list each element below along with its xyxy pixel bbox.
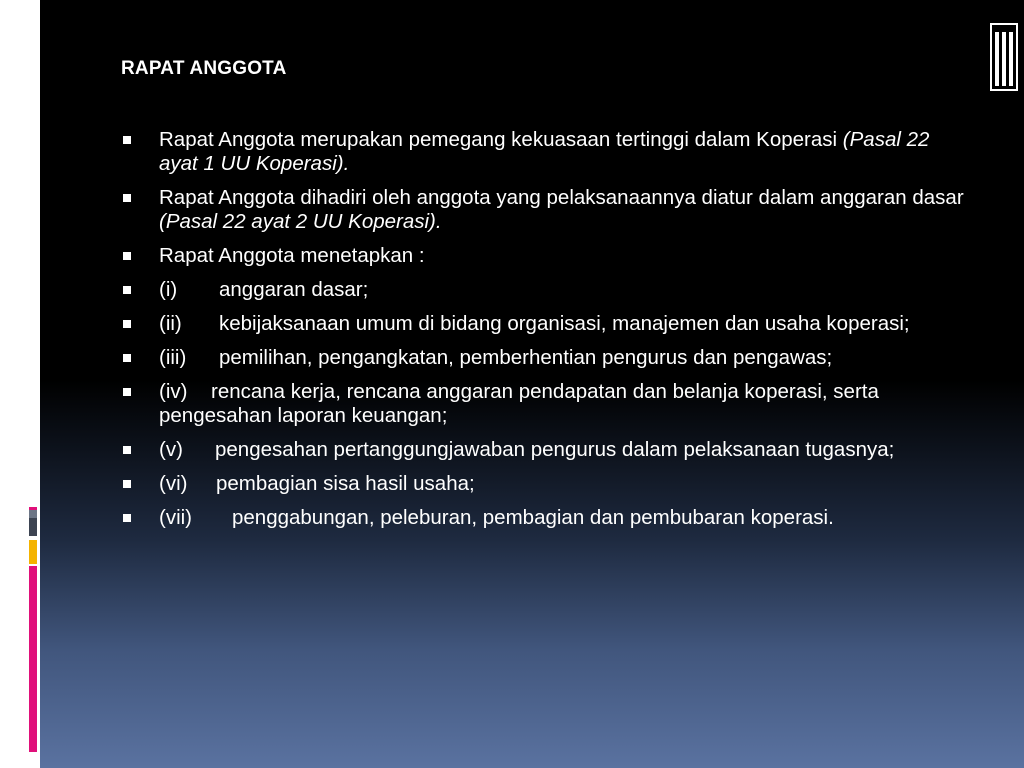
item-text: penggabungan, peleburan, pembagian dan pembubaran koperasi.: [232, 506, 834, 529]
list-item: [121, 244, 971, 268]
list-item: [121, 128, 971, 176]
item-text: pengesahan pertanggungjawaban pengurus dalam pelaksanaan tugasnya;: [215, 438, 895, 461]
item-citation: (Pasal 22 ayat 1 UU Koperasi).: [159, 128, 930, 175]
accent-bar-pink: [29, 566, 37, 752]
item-text: anggaran dasar;: [219, 278, 369, 301]
item-text: pembagian sisa hasil usaha;: [216, 472, 475, 495]
square-bullet-icon: [123, 354, 131, 362]
item-citation: (Pasal 22 ayat 2 UU Koperasi).: [159, 210, 442, 233]
item-number: (iv): [159, 380, 188, 403]
item-number: (ii): [159, 312, 182, 335]
item-number: (vii): [159, 506, 193, 529]
item-number: (vi): [159, 472, 188, 495]
slide-title: RAPAT ANGGOTA: [121, 58, 287, 79]
square-bullet-icon: [123, 252, 131, 260]
square-bullet-icon: [123, 446, 131, 454]
list-item: [121, 506, 971, 530]
square-bullet-icon: [123, 194, 131, 202]
item-number: (iii): [159, 346, 187, 369]
square-bullet-icon: [123, 286, 131, 294]
item-text: kebijaksanaan umum di bidang organisasi, manajemen dan usaha koperasi;: [219, 312, 910, 335]
item-number: (i): [159, 278, 178, 301]
item-text: pemilihan, pengangkatan, pemberhentian pengurus dan pengawas;: [219, 346, 833, 369]
item-text: Rapat Anggota menetapkan :: [159, 244, 425, 267]
accent-bar-yellow: [29, 540, 37, 564]
square-bullet-icon: [123, 514, 131, 522]
list-item: [121, 312, 971, 336]
square-bullet-icon: [123, 388, 131, 396]
square-bullet-icon: [123, 136, 131, 144]
item-text: Rapat Anggota dihadiri oleh anggota yang pelaksanaannya diatur dalam anggaran dasar: [159, 186, 964, 209]
item-number: (v): [159, 438, 183, 461]
list-item: [121, 278, 971, 302]
bullet-list: [121, 128, 971, 540]
square-bullet-icon: [123, 480, 131, 488]
list-item: [121, 438, 971, 462]
list-item: [121, 346, 971, 370]
square-bullet-icon: [123, 320, 131, 328]
list-item: [121, 472, 971, 496]
item-text: Rapat Anggota merupakan pemegang kekuasaan tertinggi dalam Koperasi: [159, 128, 843, 151]
list-item: [121, 380, 971, 428]
accent-bar-gray-dark: [29, 518, 37, 536]
list-item: [121, 186, 971, 234]
windows-corner-icon: [989, 22, 1019, 92]
item-text: rencana kerja, rencana anggaran pendapatan dan belanja koperasi, serta pengesahan laporan keuangan;: [159, 380, 879, 427]
